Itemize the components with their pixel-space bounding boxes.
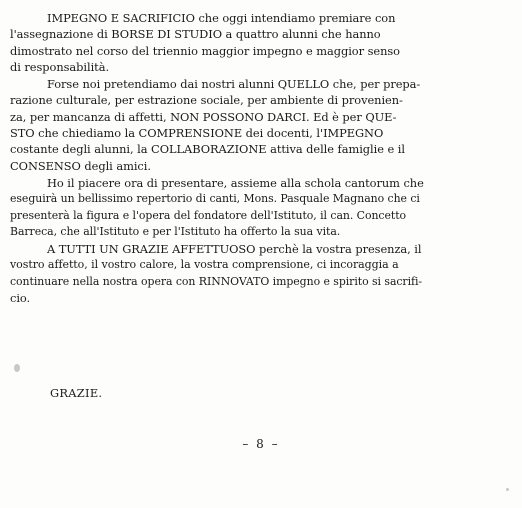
text-line: continuare nella nostra opera con RINNOVATO impegno e spirito si sacrifi- [10,274,423,288]
text-line: vostro affetto, il vostro calore, la vostra comprensione, ci incoraggia a [10,258,399,272]
body-text [10,10,506,306]
text-line: presenterà la figura e l'opera del fondatore dell'Istituto, il can. Concetto [10,208,407,222]
text-line: IMPEGNO E SACRIFICIO che oggi intendiamo premiare con [47,11,396,25]
text-line: cio. [10,291,31,306]
text-line: Barreca, che all'Istituto e per l'Istituto ha offerto la sua vita. [10,224,341,238]
text-line: za, per mancanza di affetti, NON POSSONO DARCI. Ed è per QUE- [10,109,397,124]
closing-thanks: GRAZIE. [50,386,103,400]
paragraph-expectations [10,76,506,174]
scan-speck [506,488,509,491]
text-line: dimostrato nel corso del triennio maggior impegno e maggior senso [10,43,400,58]
scan-speck [14,364,20,372]
text-line: eseguirà un bellissimo repertorio di canti, Mons. Pasquale Magnano che ci [10,192,420,206]
text-line: Ho il piacere ora di presentare, assieme alla schola cantorum che [47,175,424,190]
paragraph-thanks [10,241,506,306]
text-line: Forse noi pretendiamo dai nostri alunni QUELLO che, per prepa- [47,77,421,92]
text-line: STO che chiediamo la COMPRENSIONE dei docenti, l'IMPEGNO [10,126,384,141]
text-line: l'assegnazione di BORSE DI STUDIO a quattro alunni che hanno [10,27,381,42]
text-line: costante degli alunni, la COLLABORAZIONE attiva delle famiglie e il [10,142,405,157]
text-line: di responsabilità. [10,59,110,74]
text-line: razione culturale, per estrazione sociale, per ambiente di provenien- [10,93,403,108]
page-number: – 8 – [242,437,280,451]
paragraph-awards [10,10,506,75]
text-line: A TUTTI UN GRAZIE AFFETTUOSO perchè la vostra presenza, il [47,242,422,257]
paragraph-presentation [10,175,506,240]
text-line: CONSENSO degli amici. [10,158,151,173]
